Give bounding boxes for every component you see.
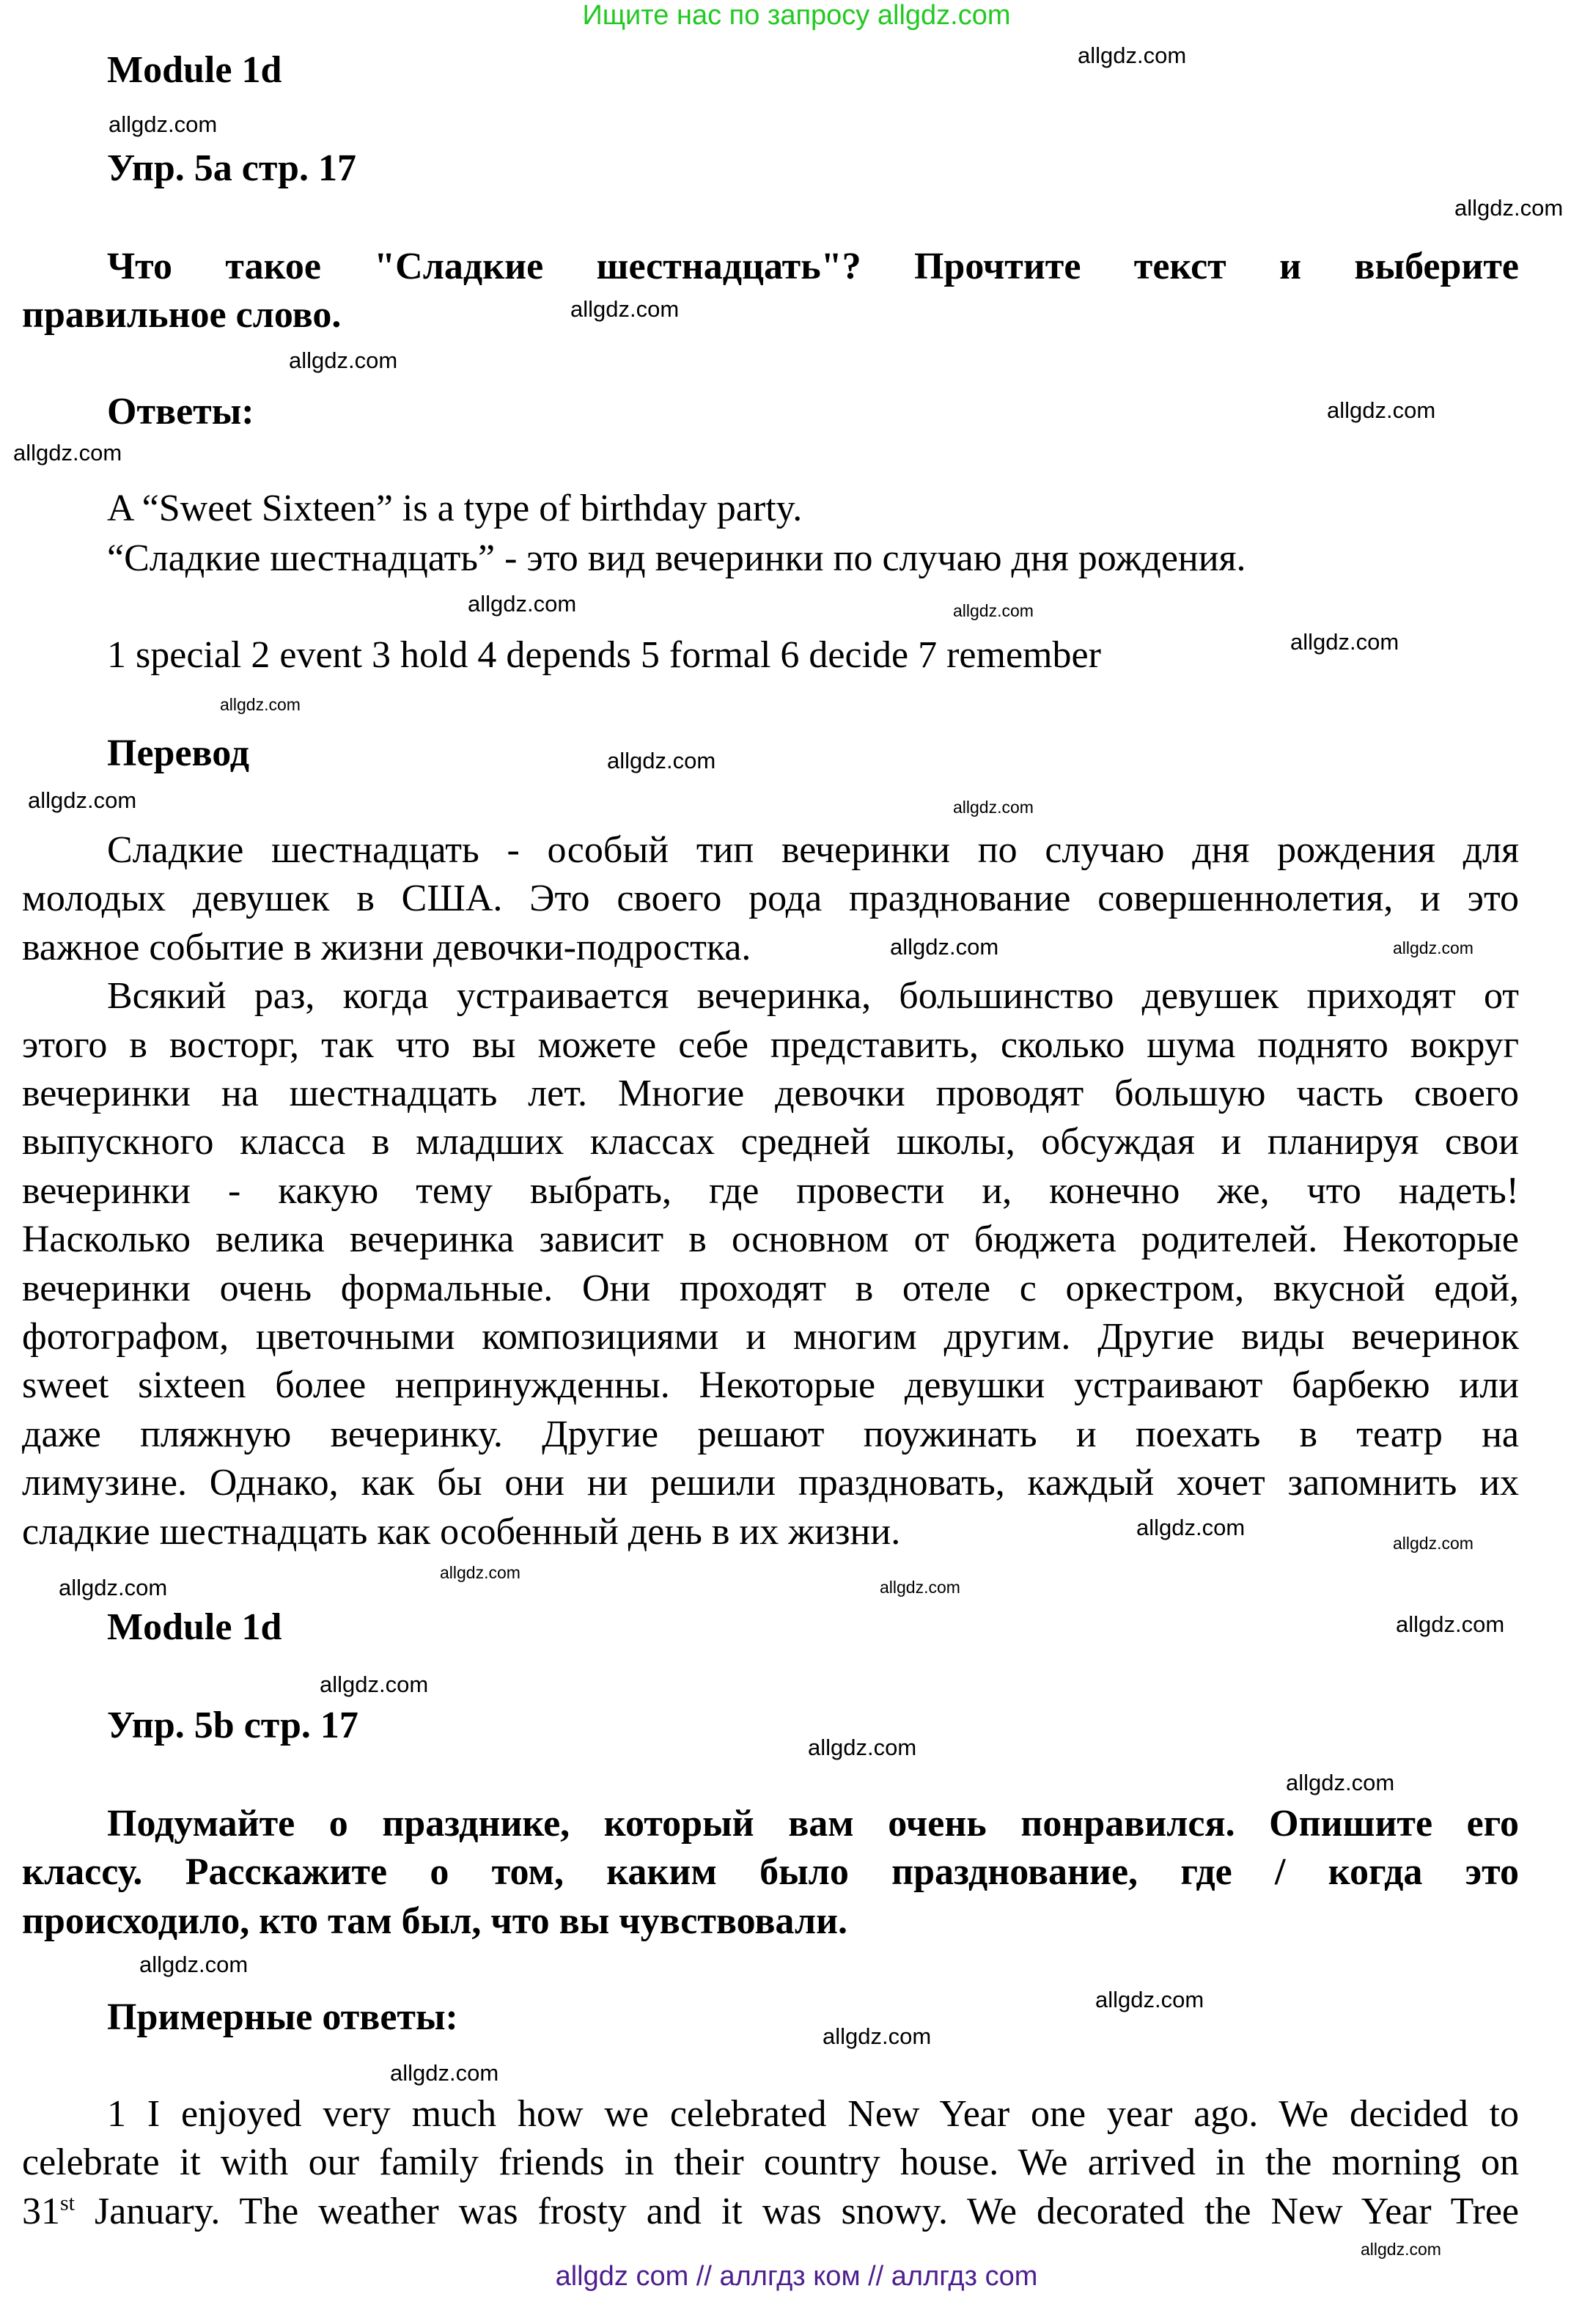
watermark: allgdz.com	[220, 695, 301, 714]
footer-links[interactable]: allgdz com // аллгдз ком // аллгдз com	[555, 2261, 1038, 2292]
translation-line: Всякий раз, когда устраивается вечеринка, большинство девушек приходят от	[107, 975, 1519, 1018]
task-line: правильное слово.	[22, 294, 342, 337]
watermark: allgdz.com	[880, 1578, 960, 1597]
watermark: allgdz.com	[1136, 1515, 1246, 1540]
watermark: allgdz.com	[890, 934, 999, 960]
translation-line: вечеринки очень формальные. Они проходят в отеле с оркестром, вкусной едой,	[22, 1267, 1519, 1309]
task-line: Что такое "Сладкие шестнадцать"? Прочтите текст и выберите	[107, 246, 1519, 287]
translation-line: вечеринки на шестнадцать лет. Многие девочки проводят большую часть своего	[22, 1073, 1519, 1115]
watermark: allgdz.com	[570, 296, 680, 322]
watermark: allgdz.com	[1393, 1534, 1474, 1553]
watermark: allgdz.com	[13, 440, 122, 466]
exercise-heading: Упр. 5b стр. 17	[107, 1705, 358, 1746]
module-heading: Module 1d	[107, 1606, 282, 1648]
watermark: allgdz.com	[1396, 1611, 1505, 1637]
translation-line: этого в восторг, так что вы можете себе представить, сколько шума поднято вокруг	[22, 1023, 1519, 1066]
task-line: Подумайте о празднике, который вам очень понравился. Опишите его	[107, 1803, 1519, 1845]
translation-line: даже пляжную вечеринку. Другие решают поужинать и поехать в театр на	[22, 1413, 1519, 1455]
watermark: allgdz.com	[1454, 195, 1564, 221]
answer-words: 1 special 2 event 3 hold 4 depends 5 formal 6 decide 7 remember	[107, 634, 1101, 676]
watermark: allgdz.com	[607, 748, 716, 773]
translation-line: важное событие в жизни девочки-подростка.	[22, 926, 751, 968]
translation-line: молодых девушек в США. Это своего рода празднование совершеннолетия, и это	[22, 878, 1519, 920]
translation-line: вечеринки - какую тему выбрать, где провести и, конечно же, что надеть!	[22, 1169, 1519, 1212]
task-text	[22, 243, 1519, 340]
watermark: allgdz.com	[289, 348, 398, 373]
translation-line: выпускного класса в младших классах средней школы, обсуждая и планируя свои	[22, 1121, 1519, 1163]
watermark: allgdz.com	[823, 2023, 932, 2049]
watermark: allgdz.com	[1095, 1987, 1204, 2012]
watermark: allgdz.com	[1327, 397, 1436, 423]
answer-line-rest: January. The weather was frosty and it was snowy. We decorated the New Year Tree	[75, 2190, 1519, 2232]
day-number: 31	[22, 2190, 60, 2232]
answers-heading: Ответы:	[107, 391, 254, 433]
answer-english: A “Sweet Sixteen” is a type of birthday party.	[107, 488, 803, 529]
watermark: allgdz.com	[108, 111, 218, 137]
ordinal-suffix: st	[60, 2191, 76, 2215]
watermark: allgdz.com	[1290, 629, 1399, 655]
watermark: allgdz.com	[953, 601, 1034, 620]
translation-line: Сладкие шестнадцать - особый тип вечеринки по случаю дня рождения для	[107, 829, 1519, 871]
watermark: allgdz.com	[440, 1563, 520, 1582]
watermark: allgdz.com	[1078, 43, 1187, 68]
watermark: allgdz.com	[320, 1672, 429, 1697]
watermark: allgdz.com	[28, 787, 137, 813]
watermark: allgdz.com	[808, 1735, 917, 1760]
sample-answer-text	[22, 2090, 1519, 2236]
translation-line: лимузине. Однако, как бы они ни решили праздновать, каждый хочет запомнить их	[22, 1462, 1519, 1504]
translation-line: Насколько велика вечеринка зависит в основном от бюджета родителей. Некоторые	[22, 1218, 1519, 1261]
answer-line	[22, 2188, 1519, 2236]
watermark: allgdz.com	[953, 798, 1034, 817]
answer-line: celebrate it with our family friends in their country house. We arrived in the morning on	[22, 2141, 1519, 2184]
search-banner[interactable]: Ищите нас по запросу allgdz.com	[582, 0, 1011, 31]
translation-heading: Перевод	[107, 732, 250, 774]
task-text	[22, 1800, 1519, 1946]
translation-text	[22, 826, 1519, 1556]
watermark: allgdz.com	[139, 1952, 249, 1977]
translation-line: фотографом, цветочными композициями и многим другим. Другие виды вечеринок	[22, 1316, 1519, 1358]
watermark: allgdz.com	[59, 1575, 168, 1600]
watermark: allgdz.com	[468, 591, 577, 617]
exercise-heading: Упр. 5a стр. 17	[107, 147, 356, 189]
task-line: происходило, кто там был, что вы чувствовали.	[22, 1900, 848, 1942]
watermark: allgdz.com	[1286, 1770, 1395, 1795]
module-heading: Module 1d	[107, 49, 282, 91]
watermark: allgdz.com	[390, 2060, 499, 2086]
translation-line: сладкие шестнадцать как особенный день в их жизни.	[22, 1510, 901, 1553]
watermark: allgdz.com	[1361, 2240, 1441, 2259]
translation-line: sweet sixteen более непринужденны. Некоторые девушки устраивают барбекю или	[22, 1364, 1519, 1407]
sample-answers-heading: Примерные ответы:	[107, 1996, 458, 2038]
watermark: allgdz.com	[1393, 938, 1474, 957]
answer-russian: “Сладкие шестнадцать” - это вид вечеринки по случаю дня рождения.	[107, 537, 1246, 579]
answer-line: 1 I enjoyed very much how we celebrated New Year one year ago. We decided to	[107, 2093, 1519, 2135]
task-line: классу. Расскажите о том, каким было празднование, где / когда это	[22, 1851, 1519, 1894]
